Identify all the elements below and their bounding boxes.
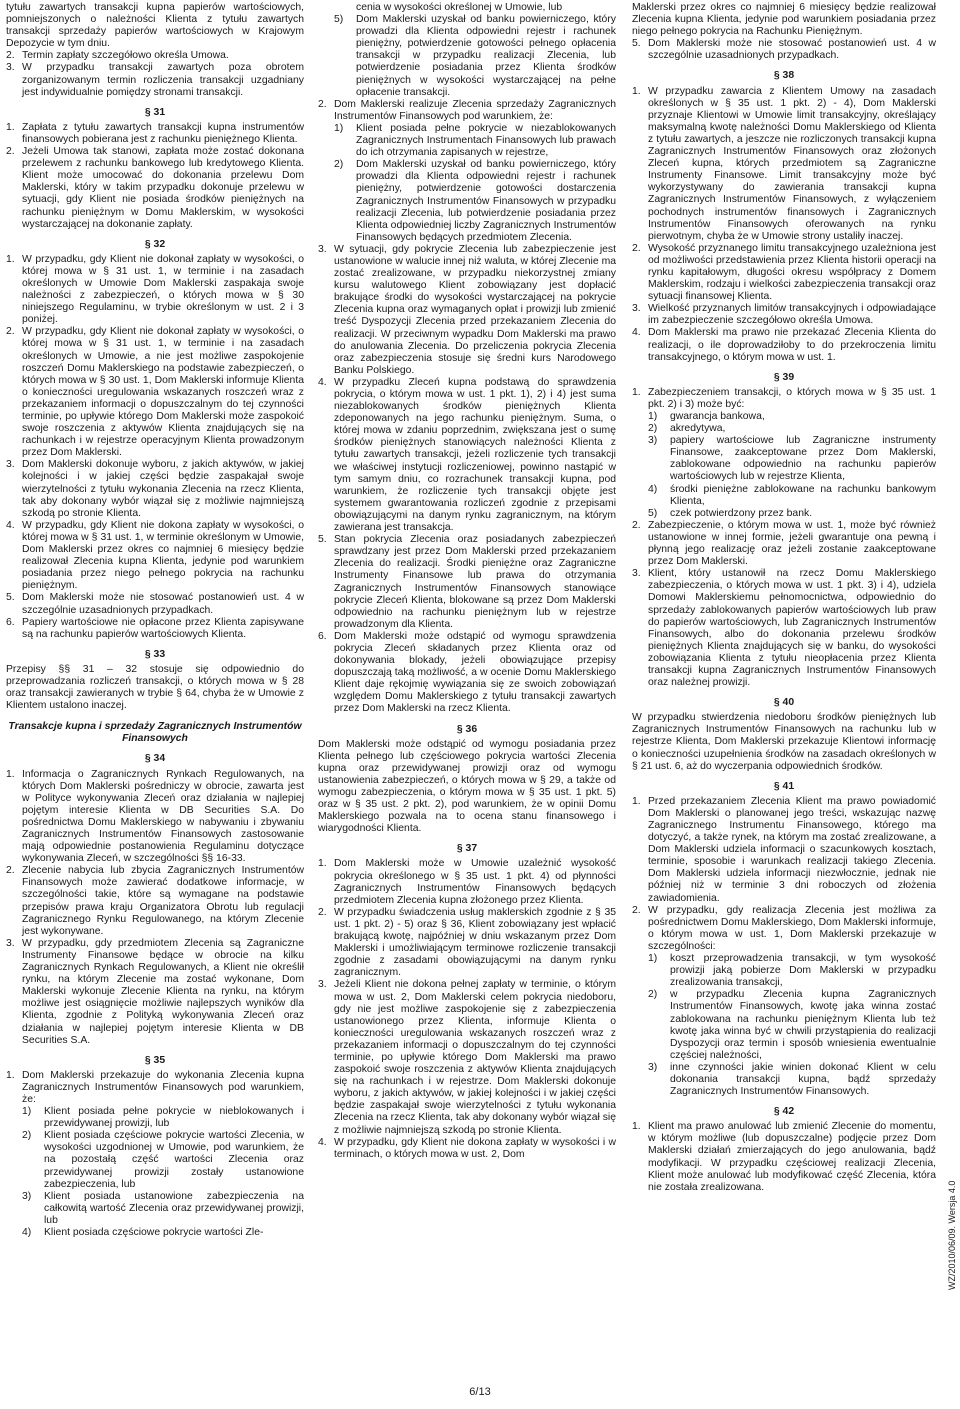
item-number: 3. bbox=[6, 459, 15, 471]
numbered-item bbox=[6, 769, 304, 866]
item-text: Dom Maklerski może odstąpić od wymogu sprawdzenia pokrycia Zleceń składanych przez Klienta oraz od dokonywania blokady, jeżeli obowiązujące przepisy dopuszczają taką możliwość, a w ocenie Domu Maklerskiego Klient daje rękojmię wywiązania się ze swoich zobowiązań względem Domu Maklerskiego z tytułu transakcji zawartych przez Dom Maklerski na rzecz Klienta. bbox=[334, 630, 616, 715]
numbered-item bbox=[318, 99, 616, 123]
section-number: § 35 bbox=[144, 1054, 166, 1066]
item-number: 3) bbox=[648, 435, 658, 447]
item-number: 1. bbox=[632, 795, 641, 807]
item-number: 2. bbox=[318, 906, 327, 918]
section-number: § 33 bbox=[144, 648, 166, 660]
item-number: 2. bbox=[6, 50, 15, 62]
sub-item bbox=[22, 1191, 304, 1227]
item-number: 3. bbox=[632, 568, 641, 580]
item-number: 3) bbox=[22, 1190, 32, 1202]
item-text: Dom Maklerski ma prawo nie przekazać Zlecenia Klienta do realizacji, o ile doprowadziłoby to do przekroczenia limitu transakcyjnego, o którym mowa w ust. 1. bbox=[648, 327, 936, 363]
numbered-item bbox=[318, 534, 616, 631]
text-column-right bbox=[632, 2, 936, 1378]
item-text: W przypadku, gdy Klient nie dokona zapłaty w wysokości i w terminach, o których mowa w ust. 2, Dom bbox=[334, 1136, 616, 1160]
item-text: W przypadku, gdy realizacja Zlecenia jest możliwa za pośrednictwem Domu Maklerskiego, Dom Maklerski informuje, o którym mowa w ust. 1, Dom Maklerski przekazuje w szczególności: bbox=[648, 904, 936, 952]
item-number: 4. bbox=[318, 1136, 327, 1148]
item-text: Wielkość przyznanych limitów transakcyjnych i odpowiadające im zabezpieczenie szczegółowo określa Umowa. bbox=[648, 303, 936, 327]
numbered-item bbox=[318, 907, 616, 980]
section-heading: Transakcje kupna i sprzedaży Zagranicznych Instrumentów Finansowych bbox=[8, 721, 302, 745]
item-text: Dom Maklerski realizuje Zlecenia sprzedaży Zagranicznych Instrumentów Finansowych pod warunkiem, że: bbox=[334, 98, 616, 122]
item-text: koszt przeprowadzenia transakcji, w tym wysokość prowizji jaką pobierze Dom Maklerski w przypadku zrealizowania transakcji, bbox=[670, 953, 936, 989]
numbered-item bbox=[632, 38, 936, 62]
numbered-item bbox=[632, 86, 936, 243]
sub-item bbox=[648, 953, 936, 989]
numbered-item bbox=[6, 62, 304, 98]
item-text: Klient posiada częściowe pokrycie wartości Zle- bbox=[44, 1227, 264, 1238]
item-number: 1) bbox=[334, 122, 344, 134]
item-text: Dom Maklerski uzyskał od banku powierniczego, który prowadzi dla Klienta odpowiedni rejestr i rachunek pieniężny, potwierdzenie gotowości dostarczenia Zagranicznych Instrumentów Finansowych w przypadku realizacji Zlecenia, lub potwierdzenie posiadania przez Klienta odpowiedniej liczby Zagranicznych Instrumentów Finansowych będących przedmiotem Zlecenia. bbox=[356, 159, 616, 243]
item-number: 5) bbox=[334, 14, 344, 26]
item-text: Dom Maklerski może nie stosować postanowień ust. 4 w szczególnie uzasadnionych przypadkach. bbox=[648, 38, 936, 62]
sub-item bbox=[648, 508, 936, 520]
text-column-middle bbox=[318, 2, 616, 1378]
item-text: W przypadku, gdy przedmiotem Zlecenia są Zagraniczne Instrumenty Finansowe będące w obrocie na kilku Zagranicznych Rynkach Regulowanych, a Klient nie określił rynku, na którym Zlecenie ma zostać wykonane, Dom Maklerski wykonuje Zlecenie Klienta na rynku, na którym możliwe jest osiągnięcie możliwie najlepszych wyników dla Klienta, zgodnie z Polityką wykonywania Zleceń oraz działania w najlepiej pojętym interesie Klienta w DB Securities S.A. bbox=[22, 937, 304, 1046]
version-note: WZ/2010/06/09. Wersja 4.0 bbox=[947, 1180, 957, 1290]
item-number: 5. bbox=[632, 38, 641, 50]
sub-item bbox=[648, 411, 936, 423]
item-text: W przypadku, gdy Klient nie dokonał zapłaty w wysokości, o której mowa w § 31 ust. 1, w terminie i na zasadach określonych w Umowie, a nie jest możliwe zaspokojenie roszczeń Domu Maklerskiego na podstawie zabezpieczeń, o których mowa w § 30 ust. 1, Dom Maklerski informuje Klienta o konieczności uregulowania wskazanych roszczeń wraz z przekazaniem informacji o dopuszczalnym do tej czynności terminie, po upływie którego Dom Maklerski może zaspokoić swoje roszczenia z aktywów Klienta znajdujących się na rachunkach i w rejestrze operacyjnym Klienta prowadzonym przez Dom Maklerski. bbox=[22, 326, 304, 459]
numbered-item bbox=[632, 327, 936, 363]
item-text: Klient posiada ustanowione zabezpieczenia na całkowitą wartość Zlecenia oraz przewidywanej prowizji, lub bbox=[44, 1190, 304, 1226]
item-text: czek potwierdzony przez bank. bbox=[670, 507, 813, 519]
item-number: 3. bbox=[6, 937, 15, 949]
item-number: 1. bbox=[632, 85, 641, 97]
numbered-item bbox=[632, 303, 936, 327]
item-number: 5. bbox=[6, 592, 15, 604]
item-number: 6. bbox=[318, 630, 327, 642]
section-number: § 42 bbox=[773, 1106, 795, 1118]
numbered-item bbox=[632, 796, 936, 905]
item-text: W przypadku, gdy Klient nie dokonał zapłaty w wysokości, o której mowa w § 31 ust. 1, w terminie i na zasadach określonych w Umowie Dom Maklerski zaspakaja swoje należności z zabezpieczeń, o których mowa w § 30 niniejszego Regulaminu, w trybie określonym w ust. 2 i 3 poniżej. bbox=[22, 253, 304, 326]
item-number: 4) bbox=[648, 483, 658, 495]
paragraph: tytułu zawartych transakcji kupna papierów wartościowych, pomniejszonych o należności Klienta z tytułu zawartych transakcji sprzedaży papierów wartościowych w Krajowym Depozycie w tym dniu. bbox=[6, 2, 304, 50]
section-number: § 36 bbox=[456, 723, 478, 735]
item-text: Klient, który ustanowił na rzecz Domu Maklerskiego zabezpieczenia, o których mowa w ust. 1 pkt. 3) i 4), udziela Domowi Maklerskiemu pełnomocnictwa, odpowiednio do sprzedaży zablokowanych papierów wartościowych lub praw do papierów wartościowych, lub Zagranicznych Instrumentów Finansowych, albo do dokonania przelewu środków pieniężnych Klienta znajdujących się w banku, do wysokości zobowiązania Klienta z tytułu nieopłacenia przez Klienta transakcji kupna Zagranicznych Instrumentów Finansowych oraz należnej prowizji. bbox=[648, 568, 936, 689]
item-number: 4. bbox=[318, 376, 327, 388]
item-number: 2. bbox=[6, 326, 15, 338]
item-text: Zlecenie nabycia lub zbycia Zagranicznych Instrumentów Finansowych może zawierać dodatkowe informacje, w szczególności takie, które są wymagane na podstawie przepisów prawa kraju Organizatora Obrotu lub regulacji Zagranicznego Rynku Regulowanego, na którym Zlecenie jest wykonywane. bbox=[22, 865, 304, 937]
numbered-item bbox=[318, 377, 616, 534]
item-number: 2. bbox=[632, 242, 641, 254]
item-text: inne czynności jakie winien dokonać Klient w celu dokonania transakcji kupna, bądź sprzedaży Zagranicznych Instrumentów Finansowych. bbox=[670, 1061, 936, 1098]
section-number: § 38 bbox=[773, 70, 795, 82]
item-number: 1. bbox=[6, 768, 15, 780]
sub-item bbox=[22, 1227, 304, 1239]
item-text: cenia w wysokości określonej w Umowie, lub bbox=[356, 2, 563, 13]
item-number bbox=[334, 2, 356, 14]
sub-item bbox=[334, 2, 616, 14]
item-text: Klient posiada pełne pokrycie w nieblokowanych i przewidywanej prowizji, lub bbox=[44, 1106, 304, 1130]
numbered-item bbox=[632, 520, 936, 568]
numbered-item bbox=[6, 50, 304, 62]
page-number: 6/13 bbox=[469, 1386, 491, 1398]
item-number: 1. bbox=[632, 386, 641, 398]
item-text: w przypadku Zlecenia kupna Zagranicznych Instrumentów Finansowych, kwotę jaka winna zostać zablokowana na rachunku pieniężnym Klienta lub też kwotę jaka winna być w chwili przystąpienia do realizacji Dyspozycji oraz termin i sposób wniesienia ewentualnie częściej należności, bbox=[670, 989, 936, 1061]
item-text: Dom Maklerski przekazuje do wykonania Zlecenia kupna Zagranicznych Instrumentów Finansowych pod warunkiem, że: bbox=[22, 1069, 304, 1105]
numbered-item bbox=[6, 938, 304, 1047]
text-column-left bbox=[6, 2, 304, 1378]
paragraph: W przypadku stwierdzenia niedoboru środków pieniężnych lub Zagranicznych Instrumentów Finansowych na rachunku lub w rejestrze Klienta, Dom Maklerski przekazuje Klientowi informację o konieczności uzupełnienia środków na zasadach określonych w § 21 ust. 6, aż do wyczerpania odpowiednich środków. bbox=[632, 712, 936, 772]
item-number: 5. bbox=[318, 534, 327, 546]
sub-item bbox=[334, 159, 616, 244]
item-number: 1. bbox=[6, 253, 15, 265]
item-number: 2) bbox=[334, 159, 344, 171]
numbered-item bbox=[318, 244, 616, 377]
item-text: Jeżeli Klient nie dokona pełnej zapłaty w terminie, o którym mowa w ust. 2, Dom Maklerski celem pokrycia niedoboru, gdy nie jest możliwe zaspokojenie się z zabezpieczenia ustanowionego przez Klienta, informuje Klienta o konieczności uregulowania wskazanych roszczeń wraz z przekazaniem informacji o dopuszczalnym do tej czynności terminie, po upływie którego Dom Maklerski ma prawo zaspokoić swoje roszczenia z aktywów Klienta znajdujących się na rachunkach i w rejestrze. Dom Maklerski dokonuje wyboru, z jakich aktywów, w jakiej kolejności i w jakiej części będzie zaspakajał swoje wierzytelności z tytułu wykonania Zlecenia na rzecz Klienta, tak aby dokonany wybór wiązał się z możliwie najmniejszą szkodą po stronie Klienta. bbox=[334, 979, 616, 1136]
item-number: 2) bbox=[648, 989, 658, 1001]
item-text: W przypadku, gdy Klient nie dokona zapłaty w wysokości, o której mowa w § 31 ust. 1, w terminie określonym w Umowie, Dom Maklerski przez okres co najmniej 6 miesięcy będzie realizował Zlecenia kupna Klienta, jedynie pod warunkiem posiadania przez niego pełnego pokrycia na rachunku pieniężnym. bbox=[22, 519, 304, 592]
section-number: § 39 bbox=[773, 371, 795, 383]
section-number: § 34 bbox=[144, 753, 166, 765]
item-text: Zabezpieczeniem transakcji, o których mowa w § 35 ust. 1 pkt. 2) i 3) może być: bbox=[648, 386, 936, 410]
sub-item bbox=[334, 123, 616, 159]
section-number: § 41 bbox=[773, 780, 795, 792]
section-number: § 40 bbox=[773, 697, 795, 709]
item-number: 3) bbox=[648, 1061, 658, 1073]
item-number: 1) bbox=[648, 953, 658, 965]
item-number: 4) bbox=[22, 1227, 32, 1238]
item-text: Dom Maklerski uzyskał od banku powierniczego, który prowadzi dla Klienta odpowiedni rejestr i rachunek pieniężny, potwierdzenie gotowości pełnego opłacenia transakcji w przypadku realizacji Zlecenia, lub potwierdzenie posiadania przez Klienta środków pieniężnych w wysokości wystarczającej na pełne opłacenie transakcji. bbox=[356, 14, 616, 98]
item-number: 3. bbox=[318, 243, 327, 255]
item-number: 2. bbox=[632, 904, 641, 916]
numbered-item bbox=[632, 568, 936, 689]
item-text: Papiery wartościowe nie opłacone przez Klienta zapisywane są na rachunku papierów wartościowych Klienta. bbox=[22, 616, 304, 640]
item-text: Zapłata z tytułu zawartych transakcji kupna instrumentów finansowych pobierana jest z rachunku pieniężnego Klienta. bbox=[22, 121, 304, 145]
numbered-item bbox=[6, 122, 304, 146]
item-text: Wysokość przyznanego limitu transakcyjnego uzależniona jest od możliwości przedstawienia przez Klienta historii operacji na rynku kapitałowym, długości okresu współpracy z Domem Maklerskim, rodzaju i wielkości zabezpieczenia transakcji oraz sytuacji finansowej Klienta. bbox=[648, 242, 936, 303]
numbered-item bbox=[6, 520, 304, 593]
numbered-item bbox=[6, 592, 304, 616]
item-text: W przypadku zawarcia z Klientem Umowy na zasadach określonych w § 35 ust. 1 pkt. 2) - 4), Dom Maklerski przyznaje Klientowi w Umowie limit transakcyjny, określający maksymalną kwotę należności Domu Maklerskiego od Klienta z tytułu zawartych, a jeszcze nie rozliczonych transakcji kupna Zagranicznych Instrumentów Finansowych oraz złożonych Zleceń kupna, których przedmiotem są Zagraniczne Instrumenty Finansowe. Limit transakcyjny może być wykorzystywany do zawierania transakcji kupna Zagranicznych Instrumentów Finansowych, z wyłączeniem pochodnych instrumentów finansowych i Zagranicznych Instrumentów Finansowych oferowanych na rynku pierwotnym, chyba że w Umowie strony ustaliły inaczej. bbox=[648, 85, 936, 242]
numbered-item bbox=[6, 617, 304, 641]
item-number: 2) bbox=[22, 1130, 32, 1142]
numbered-item bbox=[6, 1070, 304, 1106]
paragraph: Dom Maklerski może odstąpić od wymogu posiadania przez Klienta pełnego lub częściowego pokrycia wartości Zlecenia kupna oraz przewidywanej prowizji oraz od wymogu ustanowienia zabezpieczeń, o których mowa w § 29, a także od wymogu zabezpieczenia, o którym mowa w § 35 ust. 1 pkt. 5) oraz w § 35 ust. 2 pkt. 2), pod warunkiem, że w opinii Domu Maklerskiego pozwala na to ocena stanu finansowego i wiarygodności Klienta. bbox=[318, 738, 616, 835]
item-text: Zabezpieczenie, o którym mowa w ust. 1, może być również ustanowione w innej formie, jeżeli gwarantuje ona pewną i płynną jego realizację oraz jeżeli zostanie zaakceptowane przez Dom Maklerski. bbox=[648, 519, 936, 568]
item-number: 1. bbox=[6, 121, 15, 133]
numbered-item bbox=[632, 387, 936, 411]
item-number: 3. bbox=[632, 303, 641, 315]
sub-item bbox=[648, 484, 936, 508]
numbered-item bbox=[6, 326, 304, 459]
item-text: Stan pokrycia Zlecenia oraz posiadanych zabezpieczeń sprawdzany jest przez Dom Maklerski przed przekazaniem Zlecenia do realizacji. Środki pieniężne oraz Zagraniczne Instrumenty Finansowe lub prawa do otrzymania Zagranicznych Instrumentów Finansowych stanowiące pokrycie Zleceń Klienta, blokowane są przez Dom Maklerski odpowiednio na rachunku pieniężnym lub w rejestrze prowadzonym dla Klienta. bbox=[334, 534, 616, 630]
numbered-item bbox=[6, 865, 304, 938]
item-number: 1. bbox=[632, 1121, 641, 1133]
numbered-item bbox=[632, 905, 936, 953]
item-number: 1. bbox=[318, 858, 327, 870]
item-text: W sytuacji, gdy pokrycie Zlecenia lub zabezpieczenie jest ustanowione w walucie innej niż waluta, w której Zlecenie ma zostać zrealizowane, w przypadku niekorzystnej zmiany kursu walutowego Klient zobowiązany jest dopłacić brakujące środki do wysokości wystarczającej na pokrycie Zlecenia kupna oraz wymaganych opłat i prowizji lub zmienić treść Dyspozycji Zlecenia przed przekazaniem Zlecenia do realizacji. W przeciwnym wypadku Dom Maklerski ma prawo do anulowania Zlecenia. Do przeliczenia pokrycia Zlecenia oraz zabezpieczenia stosuje się średni kurs Narodowego Banku Polskiego. bbox=[334, 243, 616, 376]
numbered-item bbox=[318, 858, 616, 906]
numbered-item bbox=[318, 1137, 616, 1161]
item-text: Klient posiada częściowe pokrycie wartości Zlecenia, w wysokości uzgodnionej w Umowie, pod warunkiem, że na pozostałą część wartości Zlecenia oraz przewidywanej prowizji zostały ustanowione zabezpieczenia, lub bbox=[44, 1130, 304, 1190]
item-number: 2) bbox=[648, 423, 658, 435]
item-text: Termin zapłaty szczegółowo określa Umowa. bbox=[22, 50, 229, 62]
item-number: 1) bbox=[22, 1106, 32, 1118]
item-number: 2. bbox=[318, 98, 327, 110]
item-number: 1. bbox=[6, 1069, 15, 1081]
item-number: 5) bbox=[648, 507, 658, 519]
item-text: W przypadku świadczenia usług maklerskich zgodnie z § 35 ust. 1 pkt. 2) - 5) oraz § 36, Klient zobowiązany jest wpłacić brakującą kwotę, najpóźniej w dniu wskazanym przez Dom Maklerski i umożliwiającym terminowe rozliczenie transakcji zgodnie z zasadami obowiązującymi na danym rynku zagranicznym. bbox=[334, 906, 616, 979]
section-number: § 37 bbox=[456, 843, 478, 855]
sub-item bbox=[648, 989, 936, 1062]
sub-item bbox=[22, 1130, 304, 1190]
paragraph: Maklerski przez okres co najmniej 6 miesięcy będzie realizował Zlecenia kupna Klienta, jedynie pod warunkiem posiadania przez niego pełnego pokrycia na Rachunku Pieniężnym. bbox=[632, 2, 936, 38]
item-text: Przed przekazaniem Zlecenia Klient ma prawo powiadomić Dom Maklerski o planowanej jego treści, wskazując nazwę Zagranicznego Instrumentu Finansowego, którego ma dotyczyć, a także rynek, na którym ma zostać zrealizowane, a Dom Maklerski udziela informacji o szacunkowych kosztach, terminie, sposobie i warunkach realizacji takiego Zlecenia. Dom Maklerski udziela informacji niezwłocznie, jednak nie później niż w terminie 3 dni roboczych od złożenia zawiadomienia. bbox=[648, 795, 936, 904]
numbered-item bbox=[318, 979, 616, 1136]
item-text: W przypadku Zleceń kupna podstawą do sprawdzenia pokrycia, o którym mowa w ust. 1 pkt. 1), 2) i 4) jest suma niezablokowanych środków pieniężnych Klienta zdeponowanych na jego rachunku pieniężnym. Suma, o której mowa w zdaniu poprzednim, zwiększana jest o sumę środków pieniężnych stanowiących należności Klienta z tytułu zawartych transakcji, jeżeli rozliczenie tych transakcji we właściwej instytucji rozliczeniowej, powinno nastąpić w tym samym dniu, co rozrachunek transakcji kupna, pod warunkiem, że rozliczenie tych transakcji objęte jest systemem gwarantowania rozliczeń zgodnie z przepisami obowiązującymi na danym rynku zagranicznym, na którym zawierana jest transakcja. bbox=[334, 376, 616, 534]
numbered-item bbox=[632, 243, 936, 303]
item-text: Dom Maklerski może nie stosować postanowień ust. 4 w szczególnie uzasadnionych przypadkach. bbox=[22, 592, 304, 616]
paragraph: Przepisy §§ 31 – 32 stosuje się odpowiednio do przeprowadzania rozliczeń transakcji, o których mowa w § 28 oraz transakcji zawieranych w trybie § 64, chyba że w Umowie z Klientem ustalono inaczej. bbox=[6, 663, 304, 712]
item-number: 3. bbox=[6, 62, 15, 74]
item-number: 4. bbox=[632, 327, 641, 339]
sub-item bbox=[648, 1062, 936, 1098]
item-text: papiery wartościowe lub Zagraniczne instrumenty Finansowe, zaakceptowane przez Dom Maklerski, zablokowane odpowiednio na rachunku papierów wartościowych lub w rejestrze Klienta, bbox=[670, 435, 936, 483]
numbered-item bbox=[6, 254, 304, 327]
item-text: środki pieniężne zablokowane na rachunku bankowym Klienta, bbox=[670, 483, 936, 507]
item-number: 3. bbox=[318, 979, 327, 991]
item-text: Dom Maklerski dokonuje wyboru, z jakich aktywów, w jakiej kolejności i w jakiej części będzie zaspakajał swoje wierzytelności z tytułu wykonania Zlecenia na rzecz Klienta, tak aby dokonany wybór wiązał się z możliwie najmniejszą szkodą po stronie Klienta. bbox=[22, 459, 304, 519]
item-text: Dom Maklerski może w Umowie uzależnić wysokość pokrycia określonego w § 35 ust. 1 pkt. 4) od płynności Zagranicznych Instrumentów Finansowych będących przedmiotem Zlecenia kupna złożonego przez Klienta. bbox=[334, 858, 616, 906]
item-text: Klient ma prawo anulować lub zmienić Zlecenie do momentu, w którym możliwe (lub dopuszczalne) podjęcie przez Dom Maklerski działań zmierzających do jego anulowania, bądź modyfikacji. W przypadku częściowej realizacji Zlecenia, Klient może anulować lub modyfikować część Zlecenia, która nie została zrealizowana. bbox=[648, 1121, 936, 1193]
sub-item bbox=[648, 423, 936, 435]
item-text: W przypadku transakcji zawartych poza obrotem zorganizowanym termin rozliczenia transakcji uzgadniany jest indywidualnie pomiędzy stronami transakcji. bbox=[22, 62, 304, 98]
item-number: 6. bbox=[6, 616, 15, 628]
section-number: § 31 bbox=[144, 106, 166, 118]
item-text: Klient posiada pełne pokrycie w niezablokowanych Zagranicznych Instrumentach Finansowych lub prawach do ich otrzymania zapisanych w rejestrze, bbox=[356, 122, 616, 159]
sub-item bbox=[334, 14, 616, 99]
numbered-item bbox=[318, 631, 616, 716]
item-text: akredytywa, bbox=[670, 423, 726, 435]
item-number: 4. bbox=[6, 519, 15, 531]
numbered-item bbox=[6, 146, 304, 231]
section-number: § 32 bbox=[144, 238, 166, 250]
item-number: 2. bbox=[6, 146, 15, 158]
item-text: Informacja o Zagranicznych Rynkach Regulowanych, na których Dom Maklerski pośredniczy w obrocie, zawarta jest w Polityce wykonywania Zleceń oraz działania w najlepiej pojętym interesie Klienta w DB Securities S.A. Do pośrednictwa Domu Maklerskiego w nabywaniu i zbywaniu Zagranicznych Instrumentów Finansowych zastosowanie mają odpowiednie postanowienia Regulaminu dotyczące wykonywania Zleceń, w szczególności §§ 16-33. bbox=[22, 768, 304, 865]
sub-item bbox=[648, 435, 936, 483]
item-number: 2. bbox=[632, 519, 641, 531]
item-text: gwarancja bankowa, bbox=[670, 411, 765, 422]
item-text: Jeżeli Umowa tak stanowi, zapłata może zostać dokonana przelewem z rachunku bankowego lub kredytowego Klienta. Klient może umocować do dokonania przelewu Dom Maklerski, który w takim przypadku dokonuje przelewu w sytuacji, gdy Klient nie posiada środków pieniężnych na rachunku pieniężnym w Domu Maklerskim, w wysokości wystarczającej na dokonanie zapłaty. bbox=[22, 146, 304, 230]
item-number: 2. bbox=[6, 865, 15, 877]
item-number: 1) bbox=[648, 411, 658, 422]
sub-item bbox=[22, 1106, 304, 1130]
numbered-item bbox=[632, 1121, 936, 1194]
numbered-item bbox=[6, 459, 304, 519]
